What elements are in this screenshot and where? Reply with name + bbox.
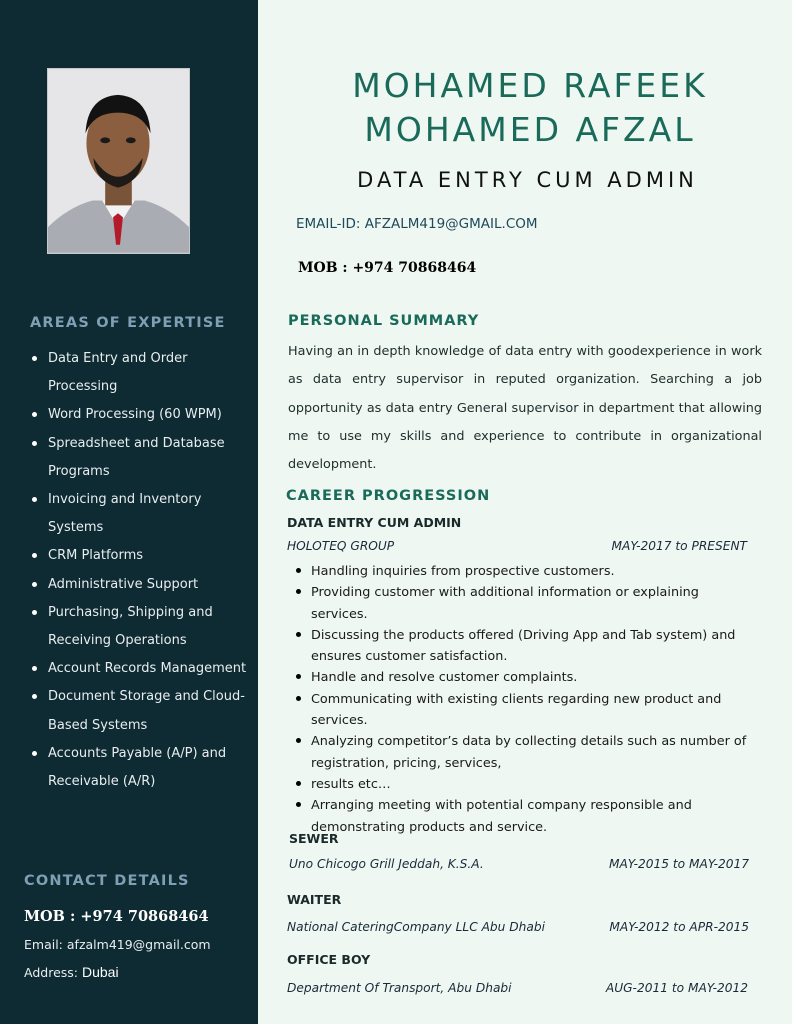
contact-address-row: [24, 964, 119, 980]
list-item: Word Processing (60 WPM): [30, 401, 250, 429]
contact-email-label: Email:: [24, 937, 63, 952]
career-heading: CAREER PROGRESSION: [286, 488, 491, 504]
contact-phone: MOB : +974 70868464: [24, 908, 209, 925]
summary-heading: PERSONAL SUMMARY: [288, 313, 480, 329]
list-item: Accounts Payable (A/P) and Receivable (A/R): [30, 740, 250, 796]
job-dates: AUG-2011 to MAY-2012: [605, 981, 748, 995]
header-email[interactable]: EMAIL-ID: AFZALM419@GMAIL.COM: [296, 216, 538, 232]
list-item: Analyzing competitor’s data by collecting details such as number of registration, pricing, services,: [296, 731, 756, 774]
list-item: Document Storage and Cloud-Based Systems: [30, 683, 250, 739]
contact-heading: CONTACT DETAILS: [24, 873, 190, 889]
job-role-title: DATA ENTRY CUM ADMIN: [357, 168, 698, 192]
list-item: results etc…: [296, 774, 756, 795]
contact-address: Dubai: [81, 964, 119, 980]
header-phone: MOB : +974 70868464: [298, 260, 477, 276]
contact-address-label: Address:: [24, 965, 78, 980]
job-company: HOLOTEQ GROUP: [287, 539, 395, 553]
contact-email[interactable]: afzalm419@gmail.com: [66, 937, 211, 952]
job-company: Uno Chicogo Grill Jeddah, K.S.A.: [289, 857, 484, 871]
job-title: WAITER: [287, 892, 342, 907]
profile-photo: [47, 68, 190, 254]
job-company: Department Of Transport, Abu Dhabi: [287, 981, 512, 995]
list-item: Handle and resolve customer complaints.: [296, 667, 756, 688]
sidebar: [0, 0, 258, 1024]
job-title: OFFICE BOY: [287, 952, 371, 967]
name-line-2: MOHAMED AFZAL: [364, 110, 696, 149]
summary-text: Having an in depth knowledge of data entry with goodexperience in work as data entry supervisor in reputed organization. Searching a job opportunity as data entry General supervisor in department that allowing me to use my skills and experience to contribute in organizational development.: [288, 344, 762, 473]
job-title: DATA ENTRY CUM ADMIN: [287, 515, 462, 530]
list-item: Data Entry and Order Processing: [30, 345, 250, 401]
expertise-list: [30, 345, 250, 796]
list-item: Purchasing, Shipping and Receiving Operations: [30, 599, 250, 655]
job-duties: [296, 561, 756, 838]
list-item: Account Records Management: [30, 655, 250, 683]
list-item: Providing customer with additional information or explaining services.: [296, 582, 756, 625]
job-company: National CateringCompany LLC Abu Dhabi: [287, 920, 545, 934]
list-item: Communicating with existing clients regarding new product and services.: [296, 689, 756, 732]
person-silhouette-icon: [48, 69, 189, 253]
contact-email-row: [24, 937, 211, 952]
job-dates: MAY-2015 to MAY-2017: [608, 857, 749, 871]
job-title: SEWER: [289, 831, 339, 846]
expertise-heading: AREAS OF EXPERTISE: [30, 315, 226, 331]
list-item: Arranging meeting with potential company responsible and demonstrating products and service.: [296, 795, 756, 838]
list-item: Spreadsheet and Database Programs: [30, 430, 250, 486]
list-item: Discussing the products offered (Driving App and Tab system) and ensures customer satisfaction.: [296, 625, 756, 668]
list-item: Administrative Support: [30, 571, 250, 599]
list-item: Invoicing and Inventory Systems: [30, 486, 250, 542]
job-dates: MAY-2017 to PRESENT: [611, 539, 747, 553]
list-item: CRM Platforms: [30, 542, 250, 570]
list-item: Handling inquiries from prospective customers.: [296, 561, 756, 582]
name-line-1: MOHAMED RAFEEK: [352, 66, 708, 105]
job-dates: MAY-2012 to APR-2015: [609, 920, 749, 934]
